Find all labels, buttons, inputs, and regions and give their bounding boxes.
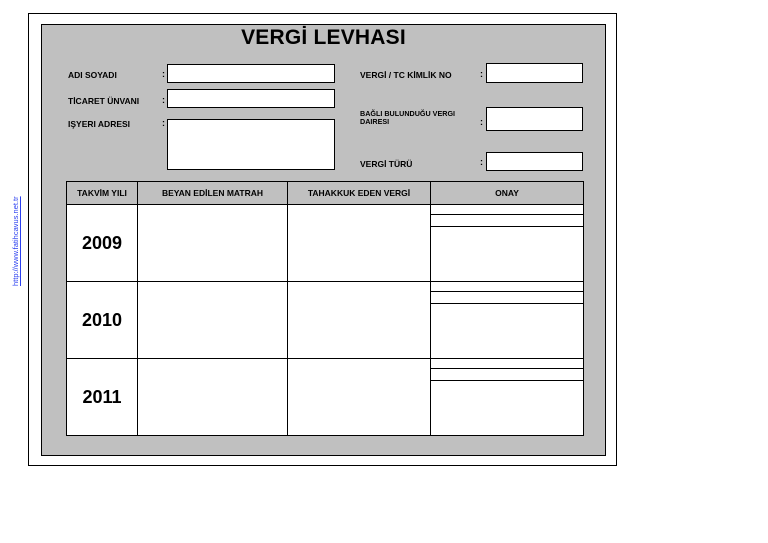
approval-line: [431, 359, 583, 369]
address-colon: :: [162, 118, 165, 128]
tax-id-field[interactable]: [486, 63, 583, 83]
accrued-tax-cell[interactable]: [288, 205, 431, 282]
table-row: [67, 282, 584, 359]
header-declared-base: BEYAN EDİLEN MATRAH: [138, 182, 288, 205]
approval-line: [431, 369, 583, 381]
year-cell: 2010: [67, 282, 138, 359]
tax-id-label: VERGİ / TC KİMLİK NO: [360, 70, 452, 80]
tax-office-label: BAĞLI BULUNDUĞU VERGI DAIRESI: [360, 109, 456, 126]
header-calendar-year: TAKVİM YILI: [67, 182, 138, 205]
accrued-tax-cell[interactable]: [288, 359, 431, 436]
name-field[interactable]: [167, 64, 335, 83]
form-title: VERGİ LEVHASI: [241, 26, 406, 49]
header-approval: ONAY: [431, 182, 584, 205]
approval-line: [431, 282, 583, 292]
header-accrued-tax: TAHAKKUK EDEN VERGİ: [288, 182, 431, 205]
tax-years-table: [66, 181, 584, 436]
tax-type-label: VERGİ TÜRÜ: [360, 159, 413, 169]
tax-office-field[interactable]: [486, 107, 583, 131]
declared-base-cell[interactable]: [138, 282, 288, 359]
approval-cell[interactable]: [431, 359, 584, 436]
year-cell: 2011: [67, 359, 138, 436]
trade-name-label: TİCARET ÜNVANI: [68, 96, 140, 106]
name-colon: :: [162, 69, 165, 79]
tax-type-field[interactable]: [486, 152, 583, 171]
address-field[interactable]: [167, 119, 335, 170]
declared-base-cell[interactable]: [138, 205, 288, 282]
name-label: ADI SOYADI: [68, 70, 117, 80]
tax-id-colon: :: [480, 69, 483, 79]
approval-line: [431, 292, 583, 304]
approval-cell[interactable]: [431, 282, 584, 359]
tax-office-colon: :: [480, 117, 483, 127]
table-header-row: [67, 182, 584, 205]
approval-line: [431, 215, 583, 227]
approval-line: [431, 205, 583, 215]
address-label: IŞYERI ADRESI: [68, 119, 131, 129]
website-link[interactable]: http://www.fatihcavus.net.tr: [11, 196, 20, 286]
accrued-tax-cell[interactable]: [288, 282, 431, 359]
tax-type-colon: :: [480, 157, 483, 167]
trade-name-field[interactable]: [167, 89, 335, 108]
table-row: [67, 205, 584, 282]
year-cell: 2009: [67, 205, 138, 282]
table-row: [67, 359, 584, 436]
trade-name-colon: :: [162, 95, 165, 105]
approval-cell[interactable]: [431, 205, 584, 282]
declared-base-cell[interactable]: [138, 359, 288, 436]
